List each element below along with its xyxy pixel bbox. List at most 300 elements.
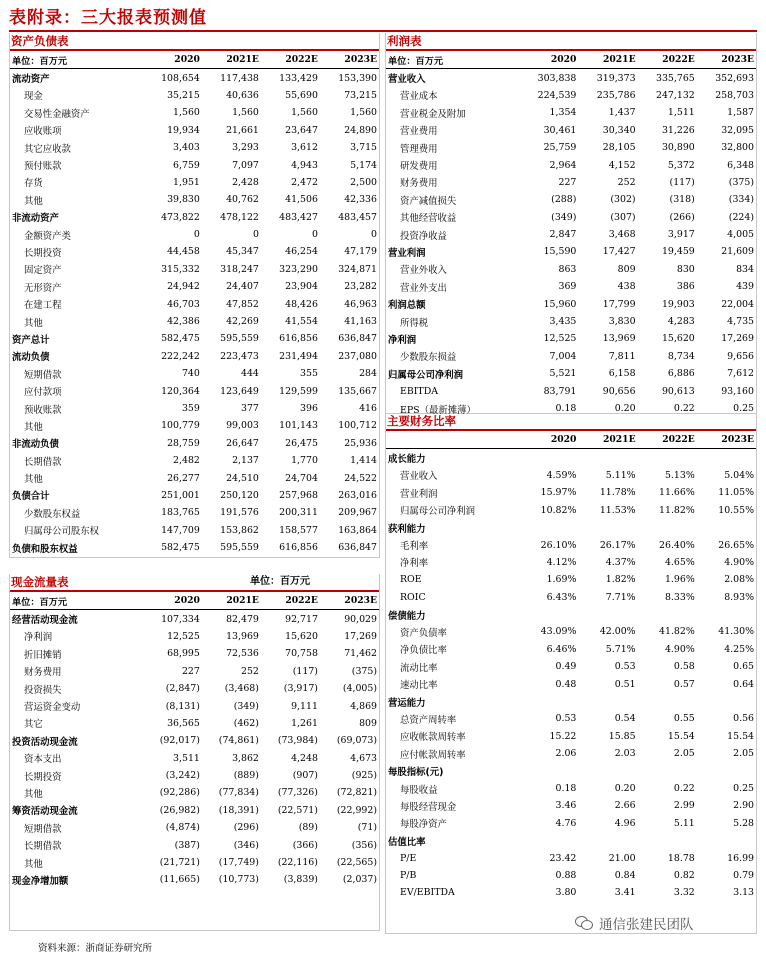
value-cell: 18.78 <box>667 852 695 864</box>
value-cell: 101,143 <box>279 420 318 432</box>
value-cell: 251,001 <box>161 489 200 501</box>
value-cell: 7.71% <box>605 591 636 603</box>
value-cell: 1.82% <box>605 574 636 586</box>
value-cell: 8,734 <box>667 350 695 362</box>
value-cell <box>578 606 637 623</box>
balance-row <box>10 452 379 469</box>
row-label: 长期借款 <box>24 456 62 468</box>
value-cell: 444 <box>241 368 259 380</box>
value-cell: 2.05 <box>673 748 695 760</box>
value-cell: 1,587 <box>727 107 754 119</box>
value-cell: 0.88 <box>555 869 577 881</box>
header-year-cell: 2022E <box>638 51 697 69</box>
value-cell: 26.40% <box>659 539 695 551</box>
row-label: 短期借款 <box>24 823 62 835</box>
ratios-header-row <box>386 431 756 449</box>
value-cell: 4.90% <box>664 643 695 655</box>
cashflow-row <box>10 767 379 784</box>
row-label: 其他 <box>24 474 43 486</box>
value-cell: 2.99 <box>673 800 695 812</box>
cashflow-row <box>10 802 379 819</box>
value-cell: 15.54 <box>667 730 695 742</box>
cashflow-table <box>10 592 379 889</box>
value-cell: 0.82 <box>673 869 695 881</box>
ratios-row <box>386 884 756 901</box>
value-cell: 90,656 <box>602 385 636 397</box>
value-cell: 0.18 <box>555 783 577 794</box>
value-cell: 45,347 <box>226 246 259 258</box>
header-unit-cell <box>386 431 519 449</box>
value-cell: 19,903 <box>661 298 695 310</box>
row-label: 流动比率 <box>400 662 438 674</box>
value-cell: 30,340 <box>602 124 636 136</box>
value-cell: 478,122 <box>220 211 259 223</box>
row-label: 金额资产类 <box>24 230 71 242</box>
value-cell: 1,511 <box>667 107 695 119</box>
value-cell: 24,407 <box>226 281 259 293</box>
value-cell: 19,459 <box>661 246 695 258</box>
value-cell: 2,137 <box>232 455 259 467</box>
header-year-cell: 2020 <box>143 592 202 610</box>
value-cell: (117) <box>669 176 695 188</box>
value-cell: 0.64 <box>733 678 754 690</box>
value-cell: 3,715 <box>350 142 377 154</box>
row-label: 其他 <box>24 195 43 207</box>
value-cell: 24,942 <box>167 281 200 293</box>
balance-row <box>10 330 379 347</box>
value-cell: 39,830 <box>167 194 200 206</box>
value-cell: (2,847) <box>165 683 200 695</box>
value-cell <box>638 832 697 849</box>
value-cell: (296) <box>233 822 259 834</box>
value-cell: (307) <box>610 211 636 223</box>
row-label: 其他 <box>24 788 43 800</box>
value-cell: 0.20 <box>614 783 636 794</box>
balance-row <box>10 313 379 330</box>
value-cell: (224) <box>728 211 754 223</box>
value-cell: 147,709 <box>161 524 200 536</box>
value-cell: 223,473 <box>220 350 259 362</box>
value-cell: 4.65% <box>664 556 695 568</box>
cashflow-title <box>10 574 379 592</box>
row-label: ROIC <box>400 591 426 603</box>
value-cell: 19,934 <box>167 124 200 136</box>
value-cell: 4.12% <box>546 556 577 568</box>
row-label: 资本支出 <box>24 754 62 766</box>
row-label: 资产总计 <box>12 334 50 346</box>
header-year-cell: 2021E <box>202 592 261 610</box>
value-cell: 68,995 <box>167 648 200 660</box>
row-label: 固定资产 <box>24 265 62 277</box>
value-cell: 9,111 <box>291 700 318 712</box>
ratios-row <box>386 832 756 849</box>
row-label: 少数股东权益 <box>24 508 81 520</box>
balance-row <box>10 435 379 452</box>
row-label: 净利润 <box>24 632 53 644</box>
value-cell: 1,354 <box>549 107 577 119</box>
income-row <box>386 209 756 226</box>
value-cell: 11.53% <box>599 504 636 516</box>
income-row <box>386 69 756 87</box>
income-row <box>386 382 756 399</box>
value-cell <box>697 606 756 623</box>
row-label: 资产负债率 <box>400 627 447 639</box>
value-cell: 3,830 <box>608 316 636 328</box>
value-cell: 231,494 <box>279 350 318 362</box>
watermark-text: 通信张建民团队 <box>599 917 694 933</box>
value-cell: 0.25 <box>733 783 754 794</box>
value-cell: 153,862 <box>220 524 259 536</box>
value-cell: 46,963 <box>344 298 377 310</box>
value-cell: 0.51 <box>614 678 636 690</box>
row-label: 其他经营收益 <box>400 213 457 225</box>
value-cell: 82,479 <box>226 613 259 625</box>
row-label: 营业收入 <box>388 74 426 86</box>
value-cell: 0.55 <box>673 713 695 725</box>
value-cell: 40,636 <box>226 89 259 101</box>
value-cell: 1,261 <box>291 717 318 729</box>
row-label: 长期借款 <box>24 841 62 853</box>
row-label: 投资损失 <box>24 684 62 696</box>
row-label: 营业税金及附加 <box>400 108 466 120</box>
value-cell: (349) <box>551 211 577 223</box>
value-cell: 23.42 <box>549 852 577 864</box>
income-row <box>386 261 756 278</box>
value-cell: 123,649 <box>220 385 259 397</box>
ratios-row <box>386 710 756 727</box>
header-year-cell: 2023E <box>320 592 379 610</box>
value-cell: 439 <box>736 281 754 293</box>
row-label: P/B <box>400 869 417 881</box>
header-unit-cell: 单位：百万元 <box>10 51 143 69</box>
value-cell: 1,560 <box>173 107 200 119</box>
row-label: 净利率 <box>400 558 429 570</box>
value-cell: 616,856 <box>279 333 318 345</box>
row-label: 投资活动现金流 <box>12 736 78 748</box>
value-cell: (92,017) <box>159 735 200 747</box>
title-divider <box>9 30 757 32</box>
row-label: 其他 <box>24 317 43 329</box>
row-label: 应收账项 <box>24 126 62 138</box>
value-cell: (77,834) <box>218 787 259 799</box>
value-cell: 3,293 <box>232 142 259 154</box>
value-cell: 28,759 <box>167 437 200 449</box>
cashflow-row <box>10 784 379 801</box>
income-row <box>386 243 756 260</box>
value-cell: 0.48 <box>555 678 577 690</box>
value-cell: 15,620 <box>285 630 318 642</box>
row-label: 营业外收入 <box>400 265 447 277</box>
ratios-row <box>386 745 756 762</box>
value-cell: 15.85 <box>608 730 636 742</box>
value-cell: 636,847 <box>338 333 377 345</box>
cashflow-panel <box>9 574 380 931</box>
value-cell: 222,242 <box>161 350 200 362</box>
value-cell: 26.17% <box>599 539 636 551</box>
value-cell: 3,468 <box>608 229 636 241</box>
balance-row <box>10 243 379 260</box>
value-cell: 252 <box>617 176 636 188</box>
value-cell: 6.46% <box>546 643 577 655</box>
row-label: 少数股东损益 <box>400 352 457 364</box>
value-cell: 0.22 <box>673 403 695 414</box>
financial-ratios-title: 主要财务比率 <box>386 413 756 431</box>
value-cell: 416 <box>359 403 377 414</box>
balance-row <box>10 122 379 139</box>
value-cell: 16.99 <box>727 852 754 864</box>
value-cell: (3,242) <box>165 770 200 782</box>
row-label: 归属母公司股东权 <box>24 526 100 538</box>
value-cell: 0 <box>371 229 377 241</box>
cashflow-row <box>10 854 379 871</box>
value-cell: (288) <box>551 194 577 206</box>
row-label: 成长能力 <box>388 454 426 466</box>
value-cell: 0.53 <box>555 713 577 725</box>
value-cell: 5.13% <box>664 469 695 481</box>
cashflow-row <box>10 697 379 714</box>
ratios-row <box>386 571 756 588</box>
balance-row <box>10 539 379 556</box>
value-cell: 21.00 <box>608 852 636 864</box>
value-cell: 386 <box>676 281 695 293</box>
row-label: 净利润 <box>388 334 417 346</box>
value-cell: 247,132 <box>655 89 695 101</box>
value-cell: 26,475 <box>285 437 318 449</box>
ratios-row <box>386 449 756 467</box>
value-cell: 2.08% <box>724 574 754 586</box>
income-row <box>386 122 756 139</box>
balance-row <box>10 469 379 486</box>
value-cell: (366) <box>292 839 318 851</box>
row-label: P/E <box>400 852 417 864</box>
balance-row <box>10 417 379 434</box>
value-cell: 26,647 <box>226 437 259 449</box>
row-label: 净负债比率 <box>400 645 447 657</box>
value-cell: (77,326) <box>277 787 318 799</box>
row-label: 应收帐款周转率 <box>400 732 466 744</box>
value-cell: 5.71% <box>605 643 636 655</box>
value-cell <box>519 832 578 849</box>
row-label: 速动比率 <box>400 680 438 692</box>
value-cell: 0 <box>193 229 200 241</box>
value-cell: 227 <box>558 176 577 188</box>
row-label: 折旧摊销 <box>24 649 62 661</box>
value-cell: 183,765 <box>161 507 200 519</box>
value-cell: (18,391) <box>218 804 259 816</box>
row-label: 非流动负债 <box>12 439 59 451</box>
header-year-cell: 2020 <box>143 51 202 69</box>
value-cell: 15,960 <box>543 298 577 310</box>
header-year-cell: 2022E <box>638 431 697 449</box>
value-cell: 17,269 <box>344 630 377 642</box>
value-cell: 335,765 <box>655 72 695 84</box>
balance-row <box>10 504 379 521</box>
row-label: 长期投资 <box>24 771 62 783</box>
value-cell: 10.55% <box>718 504 754 516</box>
value-cell: (92,286) <box>159 787 200 799</box>
value-cell: 3,612 <box>291 142 318 154</box>
value-cell: (387) <box>174 839 200 851</box>
value-cell: 17,799 <box>602 298 636 310</box>
value-cell: 4,943 <box>291 159 318 171</box>
row-label: 毛利率 <box>400 541 429 553</box>
value-cell: 0.53 <box>614 661 636 673</box>
value-cell: 0 <box>252 229 259 241</box>
header-year-cell: 2020 <box>519 51 578 69</box>
value-cell: 0.25 <box>733 403 754 414</box>
header-unit-cell: 单位：百万元 <box>10 592 143 610</box>
value-cell: 41,554 <box>285 316 318 328</box>
value-cell: 0.84 <box>614 869 636 881</box>
row-label: 研发费用 <box>400 161 438 173</box>
value-cell: 4,248 <box>291 752 318 764</box>
row-label: 营业外支出 <box>400 282 447 294</box>
value-cell: 252 <box>241 665 259 677</box>
ratios-row <box>386 849 756 866</box>
row-label: 现金 <box>24 91 43 103</box>
balance-row <box>10 261 379 278</box>
row-label: 获利能力 <box>388 523 426 535</box>
value-cell: (334) <box>728 194 754 206</box>
value-cell: 24,522 <box>344 472 377 484</box>
value-cell: 5,174 <box>350 159 377 171</box>
value-cell: 83,791 <box>543 385 577 397</box>
value-cell: 43.09% <box>540 626 577 638</box>
value-cell: (11,665) <box>159 874 200 886</box>
value-cell: 99,003 <box>226 420 259 432</box>
value-cell: 1,414 <box>350 455 377 467</box>
value-cell: 28,105 <box>602 142 636 154</box>
row-label: 其它应收款 <box>24 143 71 155</box>
value-cell: 47,852 <box>226 298 259 310</box>
page-title: 表附录：三大报表预测值 <box>9 8 207 28</box>
value-cell: (318) <box>669 194 695 206</box>
header-year-cell: 2022E <box>261 51 320 69</box>
income-row <box>386 191 756 208</box>
value-cell: 438 <box>617 281 636 293</box>
balance-sheet-table <box>10 51 379 556</box>
row-label: 每股净资产 <box>400 819 447 831</box>
cashflow-row <box>10 836 379 853</box>
value-cell: 13,969 <box>602 333 636 345</box>
value-cell: 107,334 <box>161 613 200 625</box>
row-label: 财务费用 <box>400 178 438 190</box>
value-cell: (22,992) <box>336 804 377 816</box>
row-label: 其他 <box>24 421 43 433</box>
income-row <box>386 87 756 104</box>
ratios-row <box>386 502 756 519</box>
value-cell: 0 <box>311 229 318 241</box>
value-cell: 323,290 <box>279 263 318 275</box>
income-row <box>386 226 756 243</box>
value-cell: 25,936 <box>344 437 377 449</box>
value-cell: 3,917 <box>667 229 695 241</box>
row-label: 应付帐款周转率 <box>400 749 466 761</box>
income-statement-panel <box>385 33 757 414</box>
row-label: 归属母公司净利润 <box>400 506 476 518</box>
ratios-row <box>386 815 756 832</box>
value-cell: (8,131) <box>165 700 200 712</box>
value-cell: 4,152 <box>608 159 636 171</box>
value-cell: 46,254 <box>285 246 318 258</box>
value-cell: 595,559 <box>220 333 259 345</box>
value-cell: 5.11 <box>673 817 695 829</box>
value-cell: 120,364 <box>161 385 200 397</box>
header-year-cell: 2023E <box>320 51 379 69</box>
value-cell: 595,559 <box>220 542 259 554</box>
header-year-cell: 2021E <box>578 431 637 449</box>
value-cell: 7,612 <box>727 368 754 380</box>
value-cell: 24,510 <box>226 472 259 484</box>
value-cell <box>578 519 637 536</box>
value-cell: 0.65 <box>733 661 754 673</box>
value-cell <box>638 449 697 467</box>
value-cell: (69,073) <box>336 735 377 747</box>
row-label: 偿债能力 <box>388 610 426 622</box>
row-label: 营业收入 <box>400 471 438 483</box>
value-cell: 13,969 <box>226 630 259 642</box>
row-label: 总资产周转率 <box>400 714 457 726</box>
value-cell: 1,437 <box>608 107 636 119</box>
header-year-cell: 2022E <box>261 592 320 610</box>
value-cell <box>638 519 697 536</box>
row-label: 短期借款 <box>24 369 62 381</box>
value-cell: 9,656 <box>727 350 754 362</box>
row-label: 筹资活动现金流 <box>12 806 78 818</box>
value-cell <box>578 693 637 710</box>
income-row <box>386 156 756 173</box>
value-cell: (375) <box>351 665 377 677</box>
income-row <box>386 104 756 121</box>
row-label: 每股收益 <box>400 784 438 796</box>
value-cell: 5,521 <box>549 368 577 380</box>
value-cell: 93,160 <box>721 385 754 397</box>
row-label: 每股经营现金 <box>400 801 457 813</box>
value-cell: (356) <box>351 839 377 851</box>
value-cell: 636,847 <box>338 542 377 554</box>
value-cell: 582,475 <box>161 542 200 554</box>
value-cell: 318,247 <box>220 263 259 275</box>
value-cell: 324,871 <box>338 263 377 275</box>
value-cell: 26.10% <box>540 539 577 551</box>
value-cell: 473,822 <box>161 211 200 223</box>
value-cell: 2,428 <box>232 176 259 188</box>
balance-row <box>10 487 379 504</box>
row-label: 营运资金变动 <box>24 702 81 714</box>
row-label: 营业成本 <box>400 91 438 103</box>
ratios-row <box>386 728 756 745</box>
value-cell <box>697 762 756 779</box>
balance-row <box>10 139 379 156</box>
balance-sheet-panel <box>9 33 380 558</box>
value-cell: 2.90 <box>733 800 754 812</box>
value-cell: 24,704 <box>285 472 318 484</box>
value-cell: 355 <box>300 368 318 380</box>
cashflow-row <box>10 732 379 749</box>
value-cell: 36,565 <box>167 717 200 729</box>
balance-row <box>10 522 379 539</box>
income-statement-table <box>386 51 756 417</box>
value-cell: 809 <box>359 717 377 729</box>
value-cell: 359 <box>181 403 200 414</box>
value-cell <box>697 519 756 536</box>
value-cell: (349) <box>233 700 259 712</box>
value-cell: 11.05% <box>718 487 754 499</box>
value-cell: 41,506 <box>285 194 318 206</box>
income-header-row <box>386 51 756 69</box>
balance-sheet-title: 资产负债表 <box>10 33 379 51</box>
ratios-row <box>386 554 756 571</box>
